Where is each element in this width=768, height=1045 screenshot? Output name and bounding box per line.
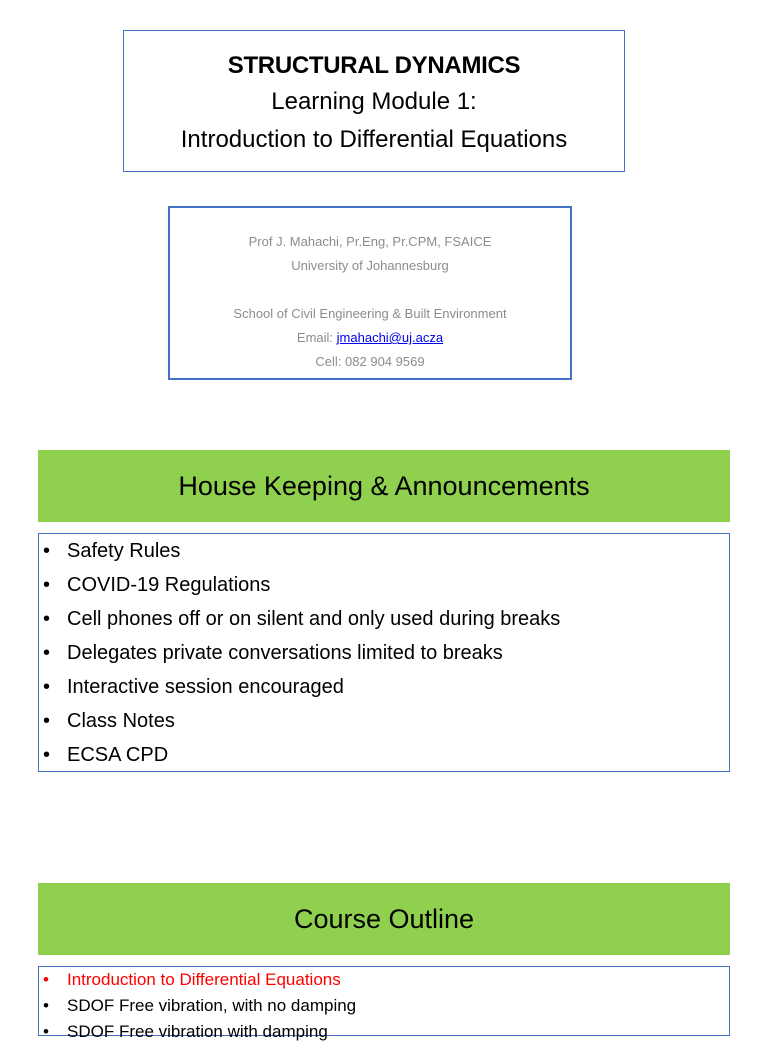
bullet-icon: • <box>43 608 51 630</box>
bullet-icon: • <box>43 642 51 664</box>
list-item: • COVID-19 Regulations <box>39 568 729 602</box>
bullet-icon: • <box>43 574 51 596</box>
list-item: • Cell phones off or on silent and only used during breaks <box>39 602 729 636</box>
bullet-icon: • <box>43 676 51 698</box>
bullet-icon: • <box>43 710 51 732</box>
list-item: • Interactive session encouraged <box>39 670 729 704</box>
course-outline-heading: Course Outline <box>38 883 730 955</box>
list-item: • SDOF Free vibration with damping <box>39 1019 729 1045</box>
bullet-icon: • <box>43 744 51 766</box>
email-link[interactable]: jmahachi@uj.acza <box>336 330 444 345</box>
bullet-icon: • <box>43 996 49 1015</box>
housekeeping-heading: House Keeping & Announcements <box>38 450 730 522</box>
bullet-icon: • <box>43 970 49 989</box>
author-box <box>168 206 572 380</box>
housekeeping-list <box>38 533 730 772</box>
author-name: Prof J. Mahachi, Pr.Eng, Pr.CPM, FSAICE <box>248 234 492 249</box>
list-item-current: • Introduction to Differential Equations <box>39 967 729 993</box>
bullet-icon: • <box>43 1022 49 1041</box>
author-school: School of Civil Engineering & Built Environment <box>233 306 507 321</box>
list-item: • SDOF Free vibration, with no damping <box>39 993 729 1019</box>
title-box <box>123 30 625 172</box>
author-email-line <box>170 326 570 350</box>
module-title: Learning Module 1: <box>271 88 477 115</box>
list-item: • Class Notes <box>39 704 729 738</box>
module-subtitle: Introduction to Differential Equations <box>180 126 568 153</box>
list-item: • ECSA CPD <box>39 738 729 772</box>
author-university: University of Johannesburg <box>291 258 449 273</box>
list-item: • Delegates private conversations limited to breaks <box>39 636 729 670</box>
list-item: • Safety Rules <box>39 534 729 568</box>
course-title: STRUCTURAL DYNAMICS <box>227 52 521 79</box>
bullet-icon: • <box>43 540 51 562</box>
author-cell: Cell: 082 904 9569 <box>315 354 425 369</box>
email-label: Email: <box>296 330 337 345</box>
course-outline-list <box>38 966 730 1041</box>
